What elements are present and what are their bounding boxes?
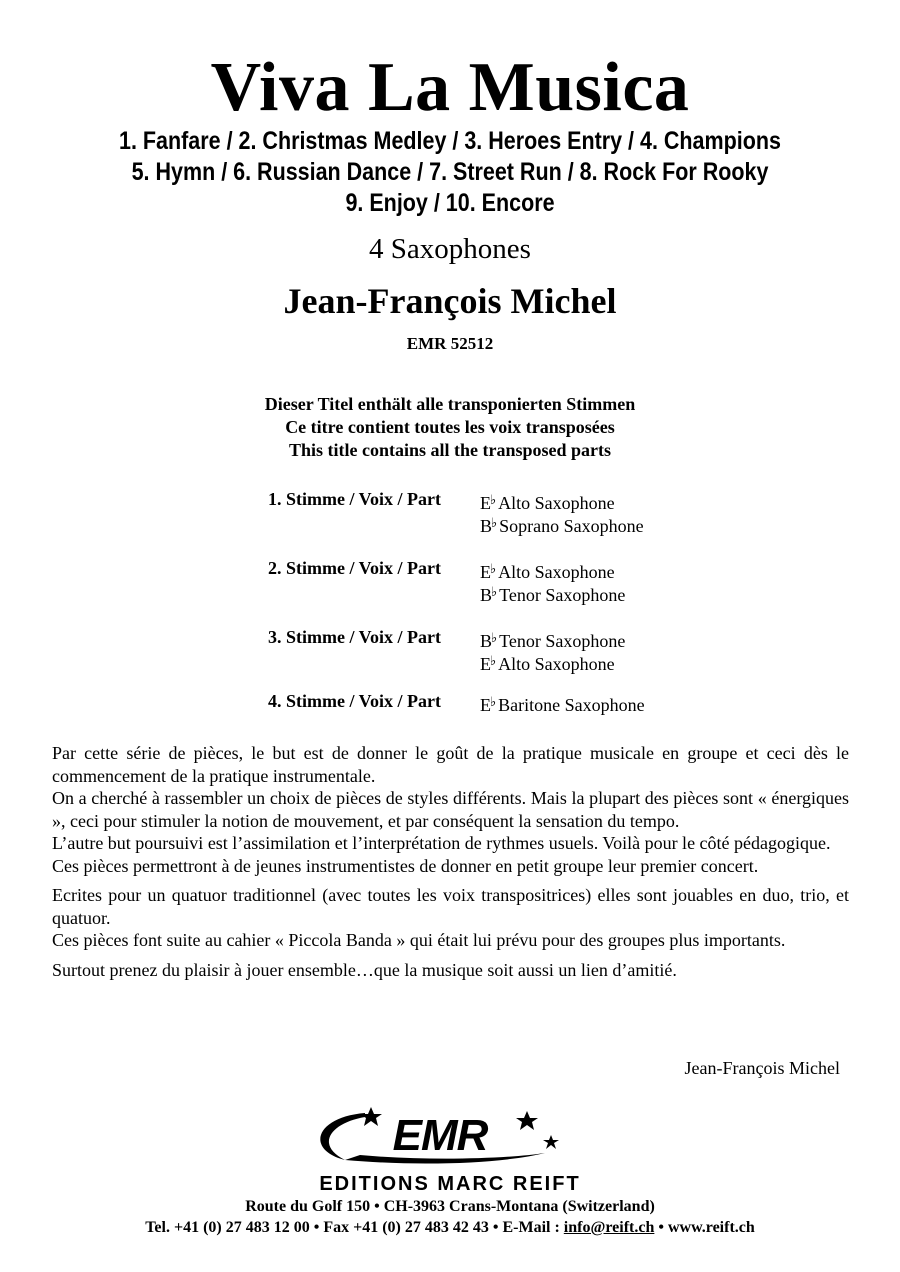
preface-paragraph: Ecrites pour un quatuor traditionnel (avec toutes les voix transpositrices) elles sont jouables en duo, trio, et quatuor. xyxy=(52,885,849,928)
part-label: 2. Stimme / Voix / Part xyxy=(268,558,441,578)
instrument-name: Tenor Saxophone xyxy=(499,631,626,651)
instrument-key: B xyxy=(480,631,493,651)
instrument-name: Alto Saxophone xyxy=(498,562,615,582)
instrument-line xyxy=(480,651,625,674)
publisher-address: Route du Golf 150 • CH-3963 Crans-Montana (Switzerland) xyxy=(245,1198,655,1215)
preface-paragraph: L’autre but poursuivi est l’assimilation et l’interprétation de rythmes usuels. Voilà pour le côté pédagogique. xyxy=(52,833,831,853)
flat-icon: ♭ xyxy=(491,584,498,599)
contact-phone-fax: Tel. +41 (0) 27 483 12 00 • Fax +41 (0) 27 483 42 43 • E-Mail : xyxy=(145,1219,564,1236)
instrument-key: B xyxy=(480,585,493,605)
instrument-name: Baritone Saxophone xyxy=(498,695,645,715)
flat-icon: ♭ xyxy=(491,515,498,530)
instrumentation: 4 Saxophones xyxy=(369,233,531,265)
publisher-contact xyxy=(0,1217,900,1239)
preface-paragraph: Surtout prenez du plaisir à jouer ensemble…que la musique soit aussi un lien d’amitié. xyxy=(52,959,677,980)
preface-paragraph: Ces pièces permettront à de jeunes instrumentistes de donner en petit groupe leur premier concert. xyxy=(52,855,759,876)
part-instruments xyxy=(480,490,644,536)
flat-icon: ♭ xyxy=(490,653,497,668)
instrument-key: E xyxy=(480,493,491,513)
part-instruments xyxy=(480,559,625,605)
instrument-key: E xyxy=(480,654,491,674)
email-link[interactable]: info@reift.ch xyxy=(563,1219,655,1236)
star-icon xyxy=(543,1135,559,1149)
part-instruments xyxy=(480,628,625,674)
part-label: 1. Stimme / Voix / Part xyxy=(268,489,441,509)
flat-icon: ♭ xyxy=(490,561,497,576)
instrument-line xyxy=(480,490,644,513)
preface-paragraph: On a cherché à rassembler un choix de pièces de styles différents. Mais la plupart des pièces sont « énergiques », ceci pour stimuler la notion de mouvement, et par conséquent la sensation du tempo. xyxy=(52,788,849,831)
signature: Jean-François Michel xyxy=(684,1058,840,1078)
catalog-number: EMR 52512 xyxy=(406,334,494,353)
part-instruments xyxy=(480,692,645,715)
preface-text xyxy=(52,742,849,981)
part-label: 4. Stimme / Voix / Part xyxy=(268,691,441,711)
transposed-notice xyxy=(0,393,900,462)
instrument-name: Alto Saxophone xyxy=(498,493,615,513)
publisher-name: EDITIONS MARC REIFT xyxy=(319,1173,581,1195)
transposed-notice-line: Ce titre contient toutes les voix transposées xyxy=(285,417,615,437)
instrument-key: E xyxy=(480,695,491,715)
logo-text: EMR xyxy=(392,1111,488,1160)
flat-icon: ♭ xyxy=(490,492,497,507)
piece-list-line: 9. Enjoy / 10. Encore xyxy=(345,189,555,217)
composer-name: Jean-François Michel xyxy=(283,281,617,321)
instrument-name: Alto Saxophone xyxy=(498,654,615,674)
preface-paragraph: Par cette série de pièces, le but est de donner le goût de la pratique musicale en groupe et ceci dès le commencement de la pratique instrumentale. xyxy=(52,743,849,786)
score-title: Viva La Musica xyxy=(210,49,690,126)
contact-website: • www.reift.ch xyxy=(654,1219,755,1236)
instrument-key: B xyxy=(480,516,493,536)
piece-list xyxy=(63,126,837,219)
transposed-notice-line: Dieser Titel enthält alle transponierten Stimmen xyxy=(264,394,636,414)
instrument-line xyxy=(480,559,625,582)
instrument-line xyxy=(480,513,644,536)
instrument-line xyxy=(480,692,645,715)
part-label: 3. Stimme / Voix / Part xyxy=(268,627,441,647)
instrument-name: Tenor Saxophone xyxy=(499,585,626,605)
piece-list-line: 5. Hymn / 6. Russian Dance / 7. Street Run / 8. Rock For Rooky xyxy=(131,158,769,186)
piece-list-line: 1. Fanfare / 2. Christmas Medley / 3. Heroes Entry / 4. Champions xyxy=(119,127,781,155)
flat-icon: ♭ xyxy=(491,630,498,645)
preface-paragraph: Ces pièces font suite au cahier « Piccola Banda » qui était lui prévu pour des groupes plus importants. xyxy=(52,930,786,950)
instrument-key: E xyxy=(480,562,491,582)
instrument-line xyxy=(480,582,625,605)
transposed-notice-line: This title contains all the transposed parts xyxy=(288,440,612,460)
instrument-line xyxy=(480,628,625,651)
instrument-name: Soprano Saxophone xyxy=(499,516,644,536)
flat-icon: ♭ xyxy=(490,694,497,709)
